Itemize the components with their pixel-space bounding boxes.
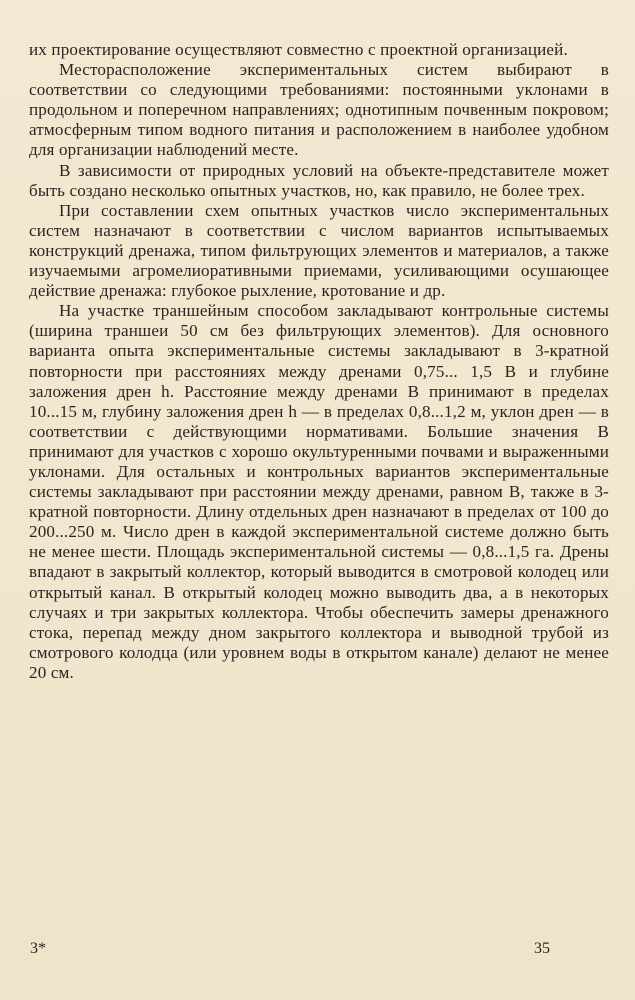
paragraph: их проектирование осуществляют совместно с проектной организацией. — [29, 40, 568, 59]
body-text — [29, 40, 609, 683]
paragraph: На участке траншейным способом закладывают контрольные системы (ширина траншеи 50 см без фильтрующих элементов). Для основного варианта опыта экспериментальные системы закладывают в 3-кратной повторности при расстояниях между дренами 0,75... 1,5 B и глубине заложения дрен h. Расстояние между дренами B принимают в пределах 10...15 м, глубину заложения дрен h — в пределах 0,8...1,2 м, уклон дрен — в соответствии с действующими нормативами. Большие значения B принимают для участков с хорошо окультуренными почвами и выраженными уклонами. Для остальных и контрольных вариантов экспериментальные системы закладывают при расстоянии между дренами, равном B, также в 3-кратной повторности. Длину отдельных дрен назначают в пределах от 100 до 200...250 м. Число дрен в каждой экспериментальной системе должно быть не менее шести. Площадь экспериментальной системы — 0,8...1,5 га. Дрены впадают в закрытый коллектор, который выводится в смотровой колодец или открытый канал. В открытый колодец можно выводить два, а в некоторых случаях и три закрытых коллектора. Чтобы обеспечить замеры дренажного стока, перепад между дном закрытого коллектора и выводной трубой из смотрового колодца (или уровнем воды в открытом канале) делают не менее 20 см. — [29, 301, 609, 682]
paragraph: При составлении схем опытных участков число экспериментальных систем назначают в соответствии с числом вариантов испытываемых конструкций дренажа, типом фильтрующих элементов и материалов, а также изучаемыми агромелиоративными приемами, усиливающими осушающее действие дренажа: глубокое рыхление, кротование и др. — [29, 200, 609, 301]
signature-mark: 3* — [30, 940, 46, 957]
paragraph: Месторасположение экспериментальных систем выбирают в соответствии со следующими требованиями: постоянными уклонами в продольном и поперечном направлениях; однотипным почвенным покровом; атмосферным типом водного питания и расположением в наиболее удобном для организации наблюдений месте. — [29, 60, 609, 160]
page-number: 35 — [534, 940, 550, 957]
paragraph: В зависимости от природных условий на объекте-представителе может быть создано несколько опытных участков, но, как правило, не более трех. — [29, 160, 609, 200]
